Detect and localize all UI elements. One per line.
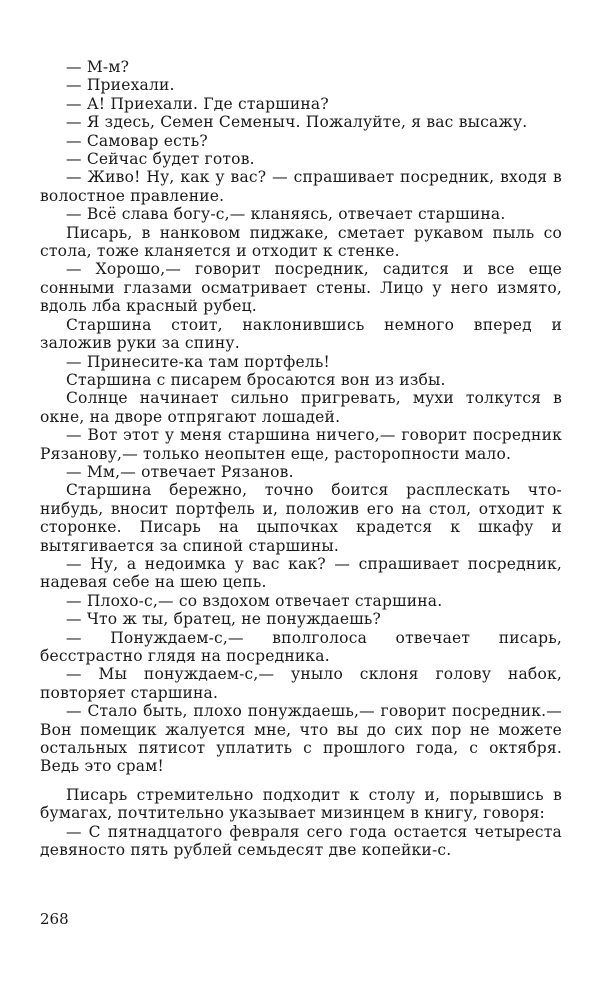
paragraph: — Вот этот у меня старшина ничего,— говорит посредник Рязанову,— только неопытен еще, расторопности мало. [40,426,562,463]
paragraph: — Стало быть, плохо понуждаешь,— говорит посредник.— Вон помещик жалуется мне, что вы до сих пор не можете остальных пятисот уплатить с прошлого года, с октября. Ведь это срам! [40,702,562,776]
paragraph: — Мы понуждаем-с,— уныло склоня голову набок, повторяет старшина. [40,665,562,702]
paragraph: — Живо! Ну, как у вас? — спрашивает посредник, входя в волостное правление. [40,168,562,205]
paragraph: — С пятнадцатого февраля сего года остается четыреста девяносто пять рублей семьдесят две копейки-с. [40,822,562,860]
paragraph: — Самовар есть? [66,131,208,150]
paragraph: — Плохо-с,— со вздохом отвечает старшина. [66,591,443,610]
page-body [40,58,562,859]
paragraph: — М-м? [66,58,130,76]
paragraph: Солнце начинает сильно пригревать, мухи толкутся в окне, на дворе отпрягают лошадей. [40,389,562,426]
paragraph-gap [40,776,562,786]
page-number: 268 [40,910,69,928]
paragraph: Писарь, в нанковом пиджаке, сметает рукавом пыль со стола, тоже кланяется и отходит к стенке. [40,223,562,261]
paragraph: — Понуждаем-с,— вполголоса отвечает писарь, бесстрастно глядя на посредника. [40,628,562,665]
paragraph: — Приехали. [66,76,175,95]
paragraph: Старшина с писарем бросаются вон из избы. [66,370,446,389]
paragraph: — Принесите-ка там портфель! [66,352,330,371]
paragraph: — Я здесь, Семен Семеныч. Пожалуйте, я вас высажу. [66,113,528,132]
paragraph: — Мм,— отвечает Рязанов. [66,462,294,481]
paragraph: Писарь стремительно подходит к столу и, порывшись в бумагах, почтительно указывает мизинцем в книгу, говоря: [40,785,562,823]
paragraph: Старшина стоит, наклонившись немного вперед и заложив руки за спину. [40,315,562,353]
paragraph: — Хорошо,— говорит посредник, садится и все еще сонными глазами осматривает стены. Лицо у него измято, вдоль лба красный рубец. [40,260,562,316]
paragraph: — Всё слава богу-с,— кланяясь, отвечает старшина. [66,205,506,224]
paragraph: — Ну, а недоимка у вас как? — спрашивает посредник, надевая себе на шею цепь. [40,554,562,592]
paragraph: — А! Приехали. Где старшина? [66,94,329,113]
paragraph: — Что ж ты, братец, не понуждаешь? [66,610,381,629]
paragraph: — Сейчас будет готов. [66,150,255,169]
paragraph: Старшина бережно, точно боится расплескать что-нибудь, вносит портфель и, положив его на стол, отходит к сторонке. Писарь на цыпочках крадется к шкафу и вытягивается за спиной старшины. [40,481,562,555]
